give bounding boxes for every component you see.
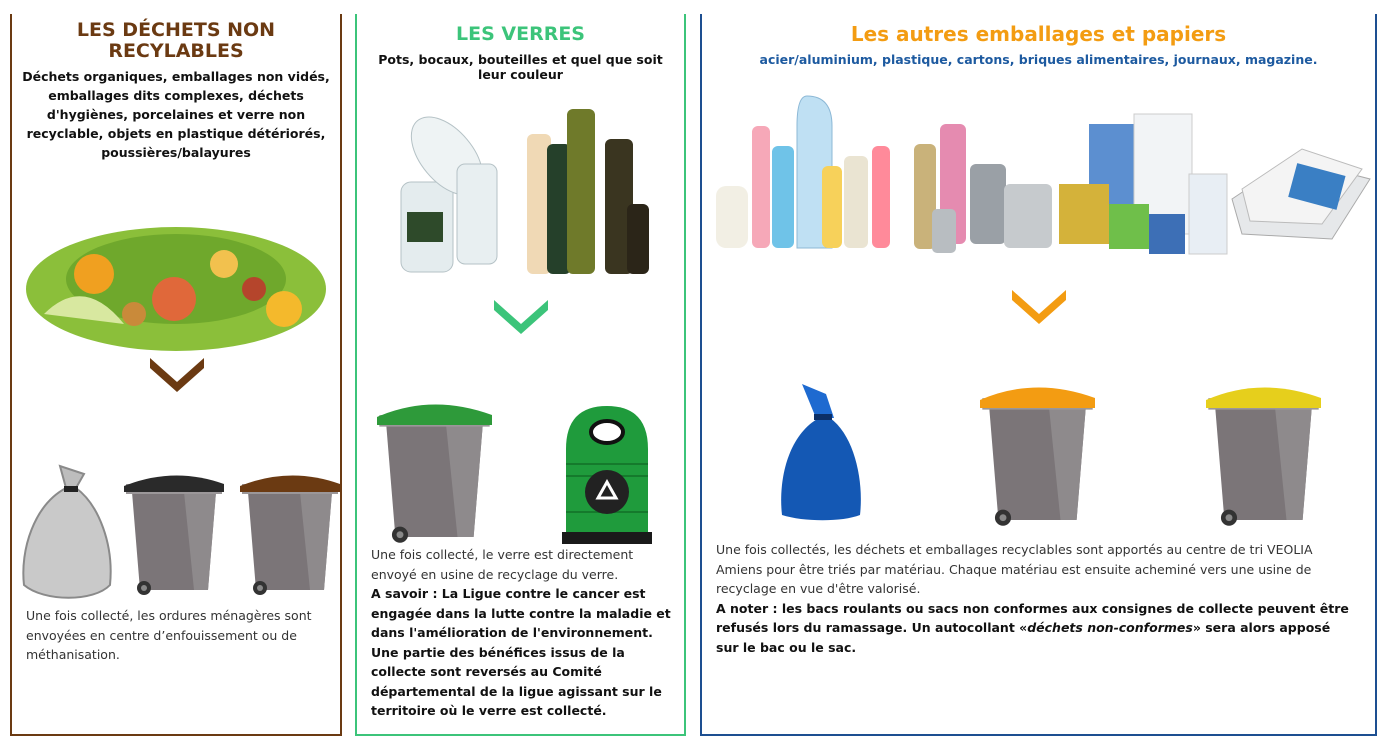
metal-cans-image — [912, 114, 1057, 259]
non-recyclable-description: Une fois collecté, les ordures ménagères sont envoyées en centre d’enfouissement ou de méthanisation. — [26, 608, 312, 662]
trash-bag-icon — [14, 460, 114, 605]
packaging-column — [700, 14, 1377, 736]
packaging-description — [716, 540, 1356, 657]
glass-title: LES VERRES — [456, 23, 585, 45]
glass-subtitle: Pots, bocaux, bouteilles et quel que soit leur couleur — [378, 52, 663, 82]
glass-description-text: Une fois collecté, le verre est directement envoyé en usine de recyclage du verre. — [371, 547, 634, 582]
black-lid-bin-icon — [124, 470, 224, 595]
glass-description — [371, 545, 671, 721]
green-lid-bin-icon — [377, 399, 497, 549]
chevron-down-icon — [494, 300, 548, 334]
packaging-note — [716, 601, 1349, 655]
packaging-note-suffix: » sera alors apposé sur le bac ou le sac. — [716, 620, 1331, 655]
compost-image — [24, 204, 329, 354]
packaging-note-italic: déchets non-conformes — [1027, 620, 1193, 635]
brown-lid-bin-icon — [240, 470, 340, 595]
non-recyclable-subtitle: Déchets organiques, emballages non vidés, emballages dits complexes, déchets d'hygiènes, porcelaines et verre non recyclable, objets en plastique détériorés, poussières/balayures — [22, 69, 330, 160]
blue-bag-icon — [774, 380, 864, 522]
packaging-note-prefix: A noter : les bacs roulants ou sacs non conformes aux consignes de collecte peuvent être refusés lors du ramassage. Un autocollant « — [716, 600, 1349, 635]
glass-igloo-container-icon — [562, 404, 652, 546]
non-recyclable-title: LES DÉCHETS NON RECYLABLES — [76, 19, 276, 62]
cartons-image — [1059, 104, 1229, 259]
packaging-description-text: Une fois collectés, les déchets et emballages recyclables sont apportés au centre de tri VEOLIA Amiens pour être triés par matériau. Chaque matériau est ensuite acheminé vers une usine de recyclage en vue d'être valorisé. — [716, 542, 1313, 596]
chevron-down-icon — [150, 358, 204, 392]
packaging-subtitle: acier/aluminium, plastique, cartons, briques alimentaires, journaux, magazine. — [759, 52, 1318, 67]
non-recyclable-column — [10, 14, 342, 736]
newspapers-image — [1232, 139, 1372, 249]
chevron-down-icon — [1012, 290, 1066, 324]
orange-lid-bin-icon — [980, 382, 1100, 537]
glass-jars-bottles-image — [387, 94, 662, 289]
packaging-title: Les autres emballages et papiers — [850, 22, 1227, 46]
plastic-bottles-image — [712, 86, 907, 256]
yellow-lid-bin-icon — [1206, 382, 1326, 537]
glass-column — [355, 14, 686, 736]
glass-note: A savoir : La Ligue contre le cancer est engagée dans la lutte contre la maladie et dans l'amélioration de l'environnement. Une partie des bénéfices issus de la collecte sont reversés au Comité départemental de la ligue agissant sur le territoire où le verre est collecté. — [371, 586, 671, 718]
recycle-icon — [585, 470, 629, 514]
